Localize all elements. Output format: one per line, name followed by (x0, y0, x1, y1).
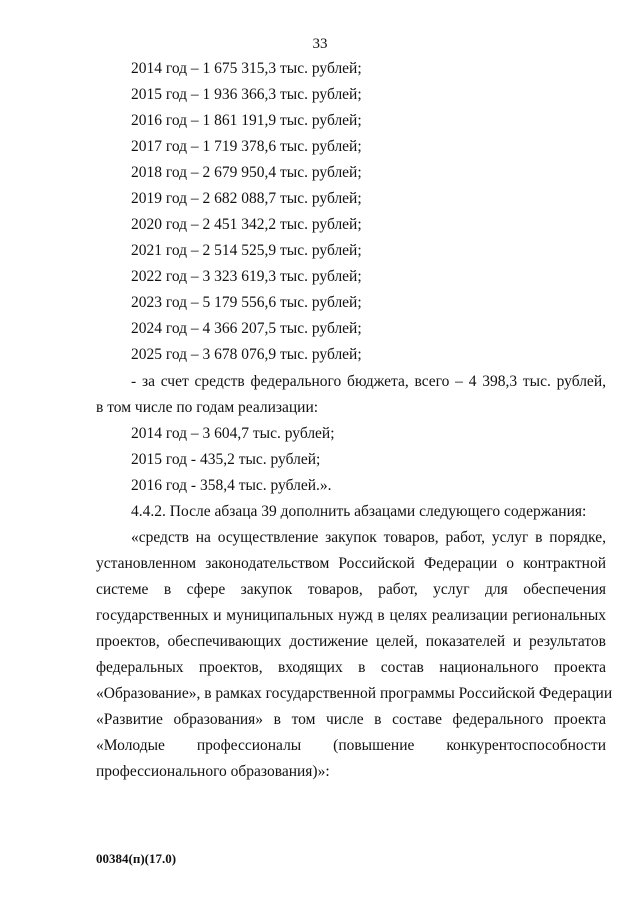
year-line: 2020 год – 2 451 342,2 тыс. рублей; (131, 216, 362, 233)
year-line: 2014 год – 1 675 315,3 тыс. рублей; (131, 60, 362, 77)
quote-line: государственных и муниципальных нужд в целях реализации региональных (96, 607, 606, 624)
federal-year-line: 2016 год - 358,4 тыс. рублей.». (131, 477, 332, 494)
quote-line: «Развитие образования» в том числе в составе федерального проекта (96, 711, 606, 728)
year-line: 2019 год – 2 682 088,7 тыс. рублей; (131, 190, 362, 207)
federal-year-line: 2014 год – 3 604,7 тыс. рублей; (131, 425, 335, 442)
quote-line: «Образование», в рамках государственной программы Российской Федерации (96, 685, 613, 702)
federal-budget-line-cont: в том числе по годам реализации: (96, 399, 319, 416)
clause-heading: 4.4.2. После абзаца 39 дополнить абзацами следующего содержания: (131, 503, 587, 520)
quote-line: системе в сфере закупок товаров, работ, услуг для обеспечения (96, 581, 606, 598)
year-line: 2022 год – 3 323 619,3 тыс. рублей; (131, 268, 362, 285)
quote-line: установленном законодательством Российской Федерации о контрактной (96, 555, 606, 572)
federal-budget-line: - за счет средств федерального бюджета, всего – 4 398,3 тыс. рублей, (131, 373, 606, 390)
quote-line: федеральных проектов, входящих в состав национального проекта (96, 659, 606, 676)
federal-year-line: 2015 год - 435,2 тыс. рублей; (131, 451, 321, 468)
quote-line: «Молодые профессионалы (повышение конкурентоспособности (96, 737, 606, 754)
year-line: 2015 год – 1 936 366,3 тыс. рублей; (131, 86, 362, 103)
quote-line: «средств на осуществление закупок товаров, работ, услуг в порядке, (131, 529, 606, 546)
quote-line: профессионального образования)»: (96, 763, 330, 780)
year-line: 2024 год – 4 366 207,5 тыс. рублей; (131, 320, 362, 337)
year-line: 2018 год – 2 679 950,4 тыс. рублей; (131, 164, 362, 181)
page-number: 33 (312, 36, 328, 52)
year-line: 2025 год – 3 678 076,9 тыс. рублей; (131, 346, 362, 363)
document-code: 00384(п)(17.0) (96, 851, 177, 866)
year-line: 2016 год – 1 861 191,9 тыс. рублей; (131, 112, 362, 129)
quote-line: проектов, обеспечивающих достижение целей, показателей и результатов (96, 633, 606, 650)
year-line: 2023 год – 5 179 556,6 тыс. рублей; (131, 294, 362, 311)
year-line: 2021 год – 2 514 525,9 тыс. рублей; (131, 242, 362, 259)
year-line: 2017 год – 1 719 378,6 тыс. рублей; (131, 138, 362, 155)
